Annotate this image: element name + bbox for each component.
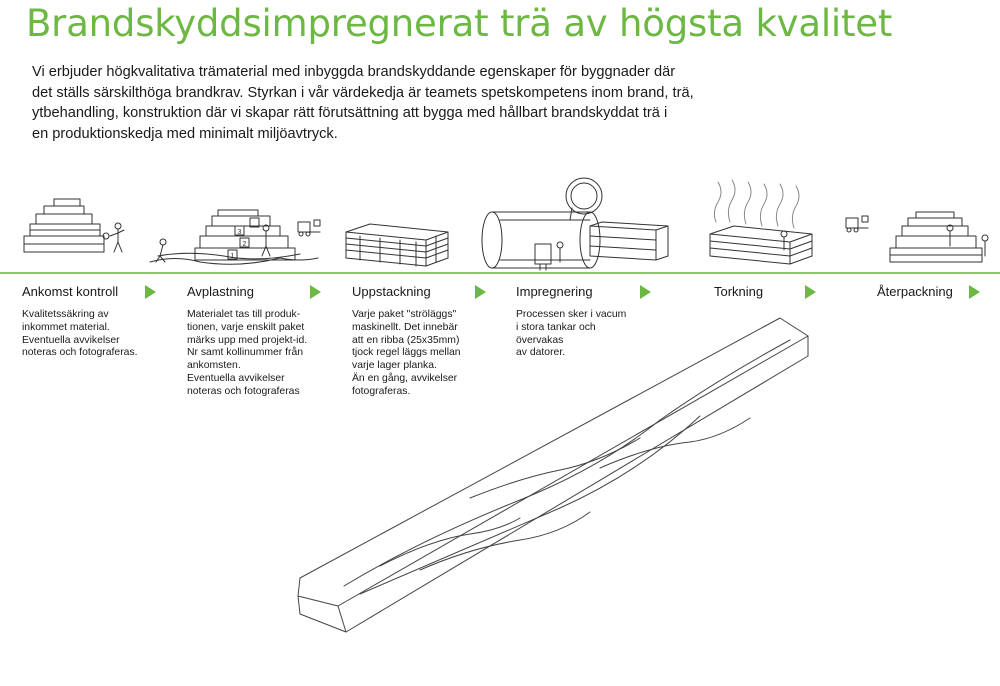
step-description-line: varje lager planka. <box>352 360 437 372</box>
step-description <box>187 309 307 399</box>
step-description-line: övervakas <box>516 334 564 346</box>
step-description-line: tjock regel läggs mellan <box>352 347 461 359</box>
step-description-line: noteras och fotograferas <box>187 385 300 397</box>
step-description-line: Varje paket "ströläggs" <box>352 309 457 320</box>
step-arrow-icon <box>969 285 980 299</box>
repacked-lumber-stack <box>890 212 988 262</box>
step-drying <box>714 284 864 299</box>
step-description-line: fotograferas. <box>352 385 411 397</box>
pack-label-1: 1 <box>230 253 235 260</box>
step-description-line: Eventuella avvikelser <box>187 372 285 384</box>
forklift-icon <box>846 216 868 232</box>
step-description-line: ankomsten. <box>187 360 241 372</box>
page-title: Brandskyddsimpregnerat trä av högsta kvalitet <box>26 2 893 45</box>
step-title: Torkning <box>714 284 764 299</box>
intro-line: en produktionskedja med minimalt miljöavtryck. <box>32 125 338 142</box>
intro-line: det ställs särskilthöga brandkrav. Styrkan i vår värdekedja är teamets spetskompetens inom brand, trä, <box>32 84 694 101</box>
pack-label-3: 3 <box>237 229 242 236</box>
step-description-line: Kvalitetssäkring av <box>22 309 109 320</box>
step-description-line: Än en gång, avvikelser <box>352 372 458 384</box>
step-description-line: Nr samt kollinummer från <box>187 347 304 359</box>
step-description <box>22 309 138 360</box>
inspector-figure <box>103 223 124 252</box>
step-description-line: inkommet material. <box>22 321 110 333</box>
step-description-line: av datorer. <box>516 347 566 359</box>
pack-label-2: 2 <box>242 241 247 248</box>
step-description-line: tionen, varje enskilt paket <box>187 321 305 333</box>
step-title: Uppstackning <box>352 284 431 299</box>
step-description-line: märks upp med projekt-id. <box>187 334 308 346</box>
step-arrow-icon <box>805 285 816 299</box>
arrival-lumber-stack <box>24 199 104 252</box>
step-description <box>352 309 461 399</box>
step-description-line: Processen sker i vacum <box>516 309 627 320</box>
step-title: Återpackning <box>877 284 953 299</box>
stickered-lumber-stack <box>346 224 448 266</box>
intro-line: Vi erbjuder högkvalitativa trämaterial med inbyggda brandskyddande egenskaper för byggnader där <box>32 64 676 80</box>
drying-lumber-stack <box>710 226 812 264</box>
step-title: Avplastning <box>187 284 254 299</box>
timeline-rule <box>0 272 1000 274</box>
impregnation-tank <box>482 178 668 270</box>
step-title: Ankomst kontroll <box>22 284 119 299</box>
step-description-line: Materialet tas till produk- <box>187 309 301 320</box>
step-arrow-icon <box>475 285 486 299</box>
step-description-line: att en ribba (25x35mm) <box>352 334 460 346</box>
step-description-line: maskinellt. Det innebär <box>352 321 458 333</box>
step-arrow-icon <box>310 285 321 299</box>
step-arrow-icon <box>640 285 651 299</box>
step-description <box>516 309 626 360</box>
step-arrow-icon <box>145 285 156 299</box>
step-description-line: i stora tankar och <box>516 321 596 333</box>
forklift-icon <box>298 220 320 236</box>
heat-waves-icon <box>714 180 799 228</box>
step-description-line: Eventuella avvikelser <box>22 334 120 346</box>
step-description-line: noteras och fotograferas. <box>22 347 138 359</box>
intro-line: ytbehandling, konstruktion där vi skapar rätt förutsättning att bygga med hållbart brandskyddat trä i <box>32 105 668 121</box>
step-title: Impregnering <box>516 284 593 299</box>
step-repacking <box>877 284 1000 299</box>
